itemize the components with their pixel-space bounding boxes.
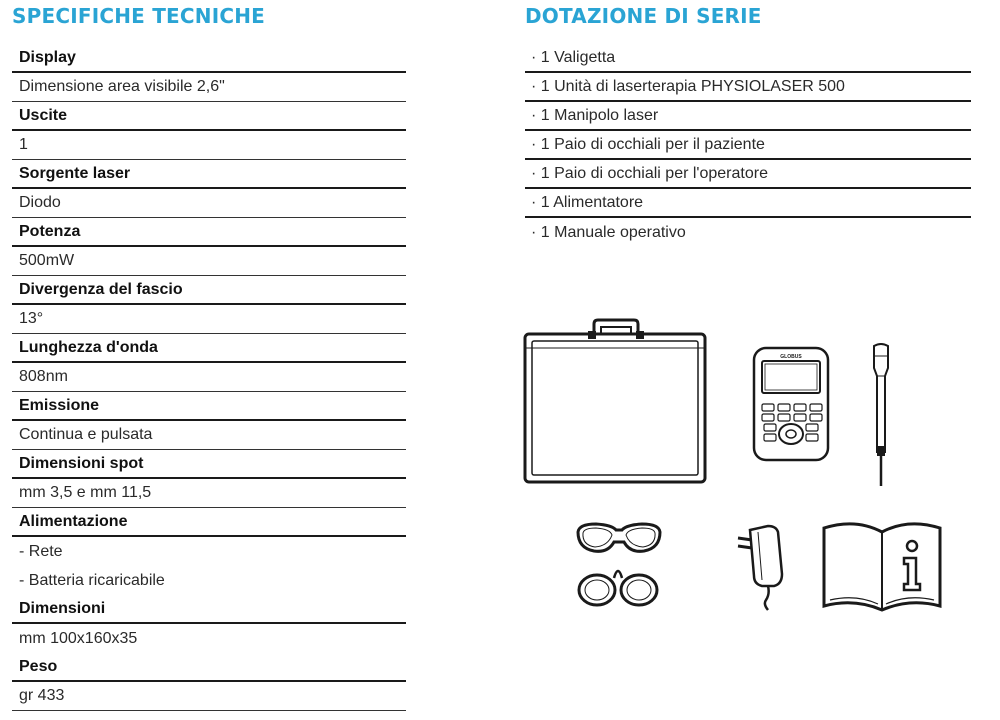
spec-label-spot: Dimensioni spot bbox=[12, 450, 406, 479]
laser-device-icon bbox=[752, 346, 830, 462]
briefcase-icon bbox=[522, 318, 708, 486]
spec-value-dimensioni: mm 100x160x35 bbox=[19, 629, 138, 647]
spec-value-spot: mm 3,5 e mm 11,5 bbox=[12, 479, 406, 508]
device-brand-label: GLOBUS bbox=[780, 354, 802, 360]
power-adapter-icon bbox=[732, 522, 798, 612]
spec-label-sorgente: Sorgente laser bbox=[12, 160, 406, 189]
spec-label-display: Display bbox=[12, 44, 406, 73]
spec-label-peso: Peso bbox=[12, 653, 406, 682]
supply-item: · 1 Manuale operativo bbox=[531, 223, 686, 241]
spec-value-alimentazione-batteria: - Batteria ricaricabile bbox=[19, 571, 165, 589]
specs-title: SPECIFICHE TECNICHE bbox=[12, 4, 266, 28]
spec-value-alimentazione-rete: - Rete bbox=[19, 542, 63, 560]
spec-label-lunghezza: Lunghezza d'onda bbox=[12, 334, 406, 363]
spec-value-display: Dimensione area visibile 2,6" bbox=[12, 73, 406, 102]
spec-value-lunghezza: 808nm bbox=[12, 363, 406, 392]
supply-item: · 1 Alimentatore bbox=[525, 189, 971, 218]
spec-value-peso: gr 433 bbox=[12, 682, 406, 711]
spec-value-emissione: Continua e pulsata bbox=[12, 421, 406, 450]
laser-probe-icon bbox=[866, 342, 896, 488]
supply-item: · 1 Paio di occhiali per l'operatore bbox=[525, 160, 971, 189]
goggles-icon bbox=[574, 520, 664, 610]
spec-label-potenza: Potenza bbox=[12, 218, 406, 247]
supply-item: · 1 Paio di occhiali per il paziente bbox=[525, 131, 971, 160]
spec-value-divergenza: 13° bbox=[12, 305, 406, 334]
supply-title: DOTAZIONE DI SERIE bbox=[525, 4, 762, 28]
spec-value-sorgente: Diodo bbox=[12, 189, 406, 218]
spec-label-dimensioni: Dimensioni bbox=[12, 595, 406, 624]
supply-list bbox=[525, 44, 971, 247]
spec-label-alimentazione: Alimentazione bbox=[12, 508, 406, 537]
supply-item: · 1 Valigetta bbox=[525, 44, 971, 73]
manual-book-icon bbox=[820, 520, 944, 612]
supply-item: · 1 Manipolo laser bbox=[525, 102, 971, 131]
supply-item: · 1 Unità di laserterapia PHYSIOLASER 500 bbox=[525, 73, 971, 102]
spec-label-emissione: Emissione bbox=[12, 392, 406, 421]
spec-value-uscite: 1 bbox=[12, 131, 406, 160]
specs-table bbox=[12, 44, 406, 711]
spec-label-uscite: Uscite bbox=[12, 102, 406, 131]
spec-value-potenza: 500mW bbox=[12, 247, 406, 276]
spec-label-divergenza: Divergenza del fascio bbox=[12, 276, 406, 305]
